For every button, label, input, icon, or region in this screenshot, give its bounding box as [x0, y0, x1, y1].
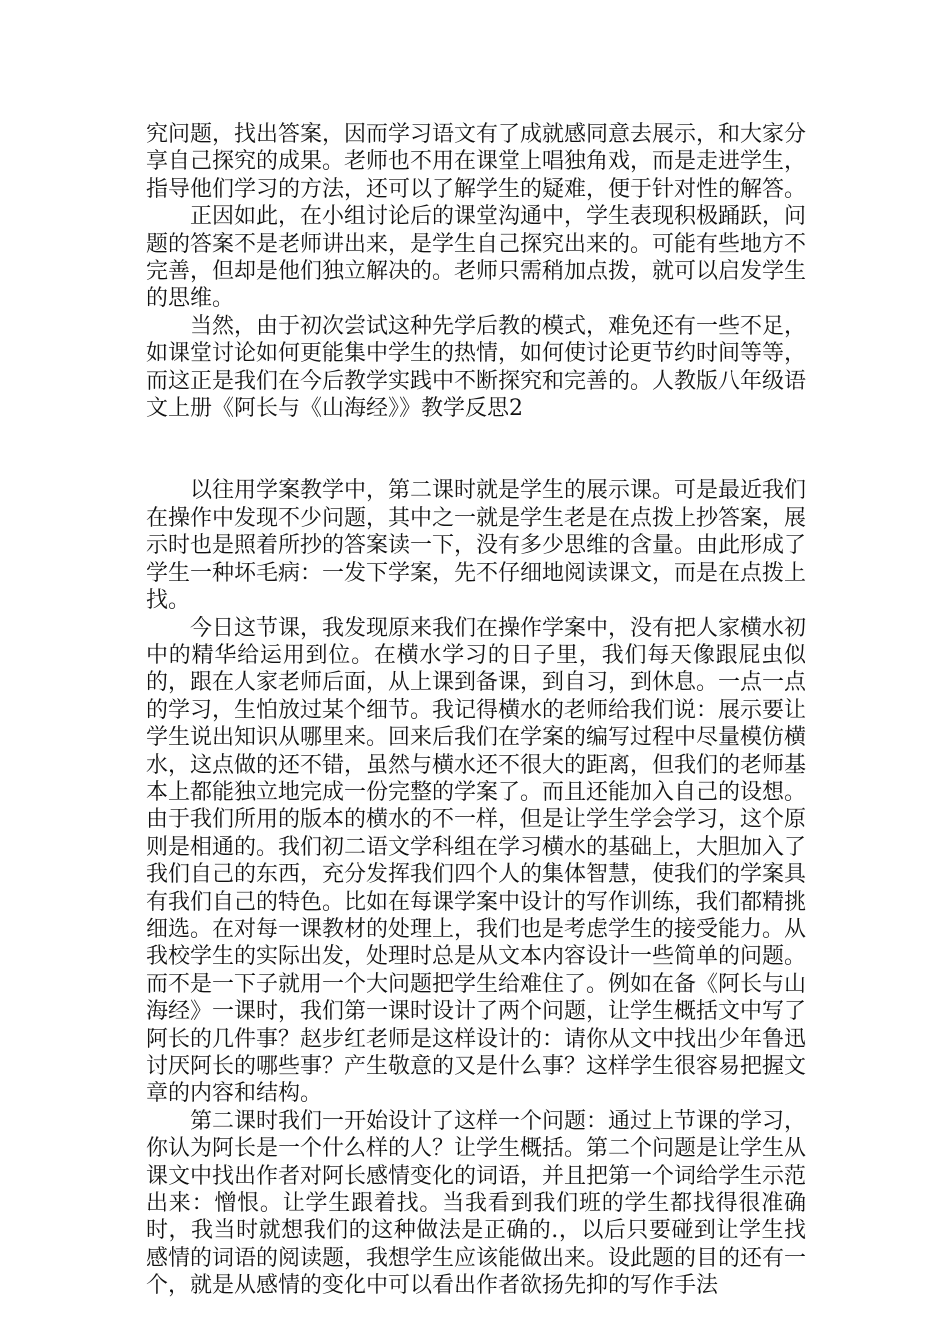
document-body — [146, 121, 806, 1300]
paragraph: 正因如此，在小组讨论后的课堂沟通中，学生表现积极踊跃，问题的答案不是老师讲出来，是学生自己探究出来的。可能有些地方不完善，但却是他们独立解决的。老师只需稍加点拨，就可以启发学生的思维。 — [146, 204, 807, 312]
paragraph: 第二课时我们一开始设计了这样一个问题：通过上节课的学习，你认为阿长是一个什么样的人？让学生概括。第二个问题是让学生从课文中找出作者对阿长感情变化的词语，并且把第一个词给学生示范出来：憎恨。让学生跟着找。当我看到我们班的学生都找得很准确时，我当时就想我们的这种做法是正确的.，以后只要碰到让学生找感情的词语的阅读题，我想学生应该能做出来。设此题的目的还有一个，就是从感情的变化中可以看出作者欲扬先抑的写作手法 — [146, 1108, 807, 1299]
paragraph-continuation: 究问题，找出答案，因而学习语文有了成就感同意去展示，和大家分享自己探究的成果。老师也不用在课堂上唱独角戏，而是走进学生，指导他们学习的方法，还可以了解学生的疑难，便于针对性的解答。 — [146, 122, 807, 202]
paragraph: 当然，由于初次尝试这种先学后教的模式，难免还有一些不足，如课堂讨论如何更能集中学生的热情，如何使讨论更节约时间等等，而这正是我们在今后教学实践中不断探究和完善的。人教版八年级语文上册《阿长与《山海经》》教学反思2 — [146, 313, 807, 422]
section-gap — [146, 422, 806, 477]
paragraph: 以往用学案教学中，第二课时就是学生的展示课。可是最近我们在操作中发现不少问题，其中之一就是学生老是在点拨上抄答案，展示时也是照着所抄的答案读一下，没有多少思维的含量。由此形成了学生一种坏毛病：一发下学案，先不仔细地阅读课文，而是在点拨上找。 — [146, 478, 807, 614]
paragraph: 今日这节课，我发现原来我们在操作学案中，没有把人家横水初中的精华给运用到位。在横水学习的日子里，我们每天像跟屁虫似的，跟在人家老师后面，从上课到备课，到自习，到休息。一点一点的学习，生怕放过某个细节。我记得横水的老师给我们说：展示要让学生说出知识从哪里来。回来后我们在学案的编写过程中尽量模仿横水，这点做的还不错，虽然与横水还不很大的距离，但我们的老师基本上都能独立地完成一份完整的学案了。而且还能加入自己的设想。由于我们所用的版本的横水的不一样，但是让学生学会学习，这个原则是相通的。我们初二语文学科组在学习横水的基础上，大胆加入了我们自己的东西，充分发挥我们四个人的集体智慧，使我们的学案具有我们自己的特色。比如在每课学案中设计的写作训练，我们都精挑细选。在对每一课教材的处理上，我们也是考虑学生的接受能力。从我校学生的实际出发，处理时总是从文本内容设计一些简单的问题。而不是一下子就用一个大问题把学生给难住了。例如在备《阿长与山海经》一课时，我们第一课时设计了两个问题，让学生概括文中写了阿长的几件事？赵步红老师是这样设计的：请你从文中找出少年鲁迅讨厌阿长的哪些事？产生敬意的又是什么事？这样学生很容易把握文章的内容和结构。 — [146, 615, 807, 1107]
